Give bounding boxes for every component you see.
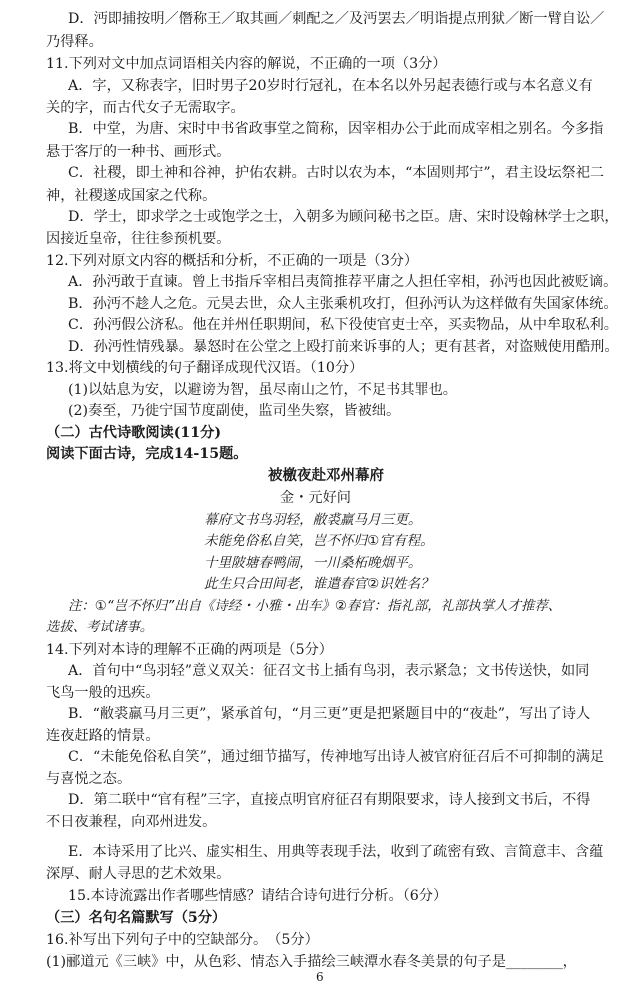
q11-option-b-line-2: 悬于客厅的一种书、画形式。 bbox=[46, 144, 231, 160]
q11-option-c-line-1: C．社稷，即土神和谷神，护佑农耕。古时以农为本，“本固则邦宁”，君主设坛祭祀二 bbox=[68, 165, 605, 181]
poem-line-2: 未能免俗私自笑，岂不怀归①官有程。 bbox=[204, 533, 434, 549]
question-12: 12.下列对原文内容的概括和分析，不正确的一项是（3分） bbox=[46, 253, 419, 269]
q11-option-c-line-2: 神，社稷遂成国家之代称。 bbox=[46, 188, 217, 204]
section-heading-dictation: （三）名句名篇默写（5分） bbox=[46, 910, 227, 926]
q11-option-d-line-1: D．学士，即求学之士或饱学之士，入朝多为顾问秘书之臣。唐、宋时设翰林学士之职， bbox=[68, 209, 619, 225]
section-heading-poetry: （二）古代诗歌阅读(11分) bbox=[46, 425, 222, 441]
q14-option-b-line-2: 连夜赶路的情景。 bbox=[46, 728, 160, 744]
poetry-instruction: 阅读下面古诗，完成14-15题。 bbox=[46, 446, 248, 462]
q14-option-c-line-2: 与喜悦之态。 bbox=[46, 771, 132, 787]
poem-line-1: 幕府文书鸟羽轻，敝裘羸马月三更。 bbox=[204, 512, 422, 528]
question-11: 11.下列对文中加点词语相关内容的解说，不正确的一项（3分） bbox=[46, 56, 447, 72]
q12-option-d: D．孙沔性情残暴。暴怒时在公堂之上殴打前来诉事的人；更有甚者，对盗贼使用酷刑。 bbox=[68, 339, 619, 355]
question-16: 16.补写出下列句子中的空缺部分。 （5分） bbox=[46, 932, 319, 948]
q12-option-b: B．孙沔不趁人之危。元昊去世，众人主张乘机攻打，但孙沔认为这样做有失国家体统。 bbox=[68, 296, 618, 312]
poem-author: 金・元好问 bbox=[280, 490, 351, 506]
q16-item-1: (1)郦道元《三峡》中，从色彩、情态入手描绘三峡潭水春冬美景的句子是________， bbox=[46, 954, 577, 970]
poem-title: 被檄夜赴邓州幕府 bbox=[268, 467, 384, 484]
question-14: 14.下列对本诗的理解不正确的两项是（5分） bbox=[46, 642, 333, 658]
poem-note-line-2: 选拔、考试诸事。 bbox=[46, 620, 154, 635]
option-d-line-2: 乃得释。 bbox=[46, 34, 103, 50]
q14-option-c-line-1: C．“未能免俗私自笑”，通过细节描写，传神地写出诗人被官府征召后不可抑制的满足 bbox=[68, 749, 605, 765]
q14-option-e-line-2: 深厚、耐人寻思的艺术效果。 bbox=[46, 866, 231, 882]
q11-option-a-line-2: 关的字，而古代女子无需取字。 bbox=[46, 100, 245, 116]
poem-line-4: 此生只合田间老，谁遣春官②识姓名？ bbox=[204, 576, 434, 592]
question-15: 15.本诗流露出作者哪些情感？请结合诗句进行分析。（6分） bbox=[68, 888, 448, 904]
poem-line-3: 十里陂塘春鸭闹，一川桑柘晚烟平。 bbox=[204, 555, 422, 571]
q14-option-e-line-1: E．本诗采用了比兴、虚实相生、用典等表现手法，收到了疏密有致、言简意丰、含蕴 bbox=[68, 844, 604, 860]
q11-option-b-line-1: B．中堂，为唐、宋时中书省政事堂之简称，因宰相办公于此而成宰相之别名。今多指 bbox=[68, 121, 604, 137]
q14-option-a-line-2: 飞鸟一般的迅疾。 bbox=[46, 685, 160, 701]
q11-option-a-line-1: A．字，又称表字，旧时男子20岁时行冠礼，在本名以外另起表德行或与本名意义有 bbox=[68, 78, 593, 94]
q13-sentence-2: (2)奏至，乃徙宁国节度副使，监司坐失察，皆被绌。 bbox=[68, 403, 401, 419]
q12-option-c: C．孙沔假公济私。他在并州任职期间，私下役使官吏士卒，买卖物品，从中牟取私利。 bbox=[68, 317, 618, 333]
q14-option-b-line-1: B．“敝裘羸马月三更”，紧承首句，“月三更”更是把紧题目中的“夜赴”，写出了诗人 bbox=[68, 706, 591, 722]
poem-note-line-1: 注：①“岂不怀归”出自《诗经・小雅・出车》②春官：指礼部，礼部执掌人才推荐、 bbox=[68, 599, 562, 614]
question-13: 13.将文中划横线的句子翻译成现代汉语。（10分） bbox=[46, 360, 364, 376]
q14-option-d-line-1: D．第二联中“官有程”三字，直接点明官府征召有期限要求，诗人接到文书后，不得 bbox=[68, 792, 591, 808]
option-d-line-1: D．沔即捕按明／僭称王／取其画／刺配之／及沔罢去／明诣提点刑狱／断一臂自讼／ bbox=[68, 11, 605, 27]
q12-option-a: A．孙沔敢于直谏。曾上书指斥宰相吕夷简推荐平庸之人担任宰相，孙沔也因此被贬谪。 bbox=[68, 274, 618, 290]
page-number: 6 bbox=[316, 970, 324, 984]
q11-option-d-line-2: 因接近皇帝，往往参预机要。 bbox=[46, 231, 231, 247]
q14-option-a-line-1: A．首句中“鸟羽轻”意义双关：征召文书上插有鸟羽，表示紧急；文书传送快，如同 bbox=[68, 663, 590, 679]
q14-option-d-line-2: 不日夜兼程，向邓州进发。 bbox=[46, 814, 217, 830]
q13-sentence-1: (1)以姑息为安，以避谤为智，虽尽南山之竹，不足书其罪也。 bbox=[68, 382, 457, 398]
